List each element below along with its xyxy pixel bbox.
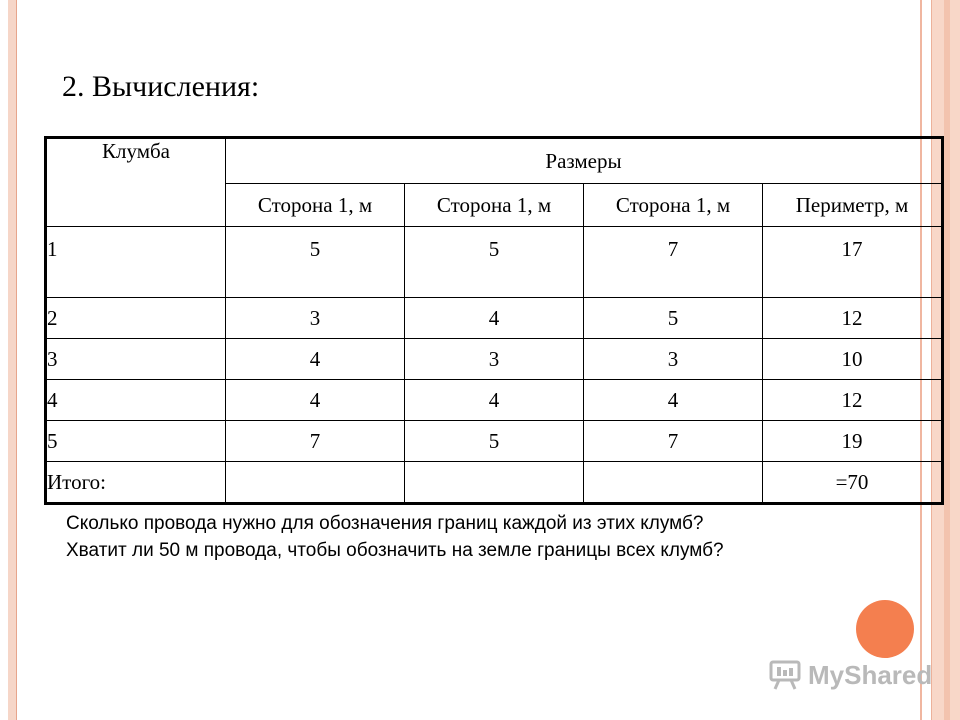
subheader-side-2: Сторона 1, м [405,184,584,227]
cell-value: 3 [226,298,405,339]
cell-value: 4 [405,298,584,339]
watermark-logo [768,658,932,692]
cell-value: 5 [405,227,584,298]
cell-perimeter: 12 [763,380,943,421]
cell-value: 5 [226,227,405,298]
empty-cell [405,462,584,504]
empty-cell [226,462,405,504]
empty-cell [584,462,763,504]
cell-value: 3 [584,339,763,380]
presentation-board-icon [768,658,802,692]
cell-value: 7 [226,421,405,462]
cell-value: 5 [405,421,584,462]
table-total-row [46,462,943,504]
table-row [46,421,943,462]
right-decor-stripe [944,0,950,720]
question-line-2: Хватит ли 50 м провода, чтобы обозначить на земле границы всех клумб? [66,540,724,561]
cell-klumba: 3 [46,339,226,380]
cell-value: 4 [405,380,584,421]
table-row [46,227,943,298]
cell-perimeter: 17 [763,227,943,298]
cell-perimeter: 12 [763,298,943,339]
flowerbed-table [44,136,944,505]
cell-value: 5 [584,298,763,339]
question-line-1: Сколько провода нужно для обозначения границ каждой из этих клумб? [66,513,704,534]
subheader-perimeter: Периметр, м [763,184,943,227]
cell-value: 7 [584,421,763,462]
question-text [66,510,724,564]
table-header-row [46,138,943,184]
cell-value: 3 [405,339,584,380]
cell-perimeter: 19 [763,421,943,462]
cell-klumba: 4 [46,380,226,421]
table-row [46,380,943,421]
total-label: Итого: [46,462,226,504]
slide-heading: 2. Вычисления: [62,70,260,103]
left-decor-bar [8,0,17,720]
header-klumba: Клумба [46,138,226,227]
accent-circle [856,600,914,658]
header-sizes: Размеры [226,138,943,184]
cell-klumba: 1 [46,227,226,298]
cell-value: 7 [584,227,763,298]
total-value: =70 [763,462,943,504]
logo-text: MyShared [808,659,933,690]
cell-klumba: 5 [46,421,226,462]
subheader-side-3: Сторона 1, м [584,184,763,227]
cell-klumba: 2 [46,298,226,339]
cell-perimeter: 10 [763,339,943,380]
cell-value: 4 [226,339,405,380]
table-row [46,339,943,380]
table-row [46,298,943,339]
cell-value: 4 [584,380,763,421]
subheader-side-1: Сторона 1, м [226,184,405,227]
cell-value: 4 [226,380,405,421]
